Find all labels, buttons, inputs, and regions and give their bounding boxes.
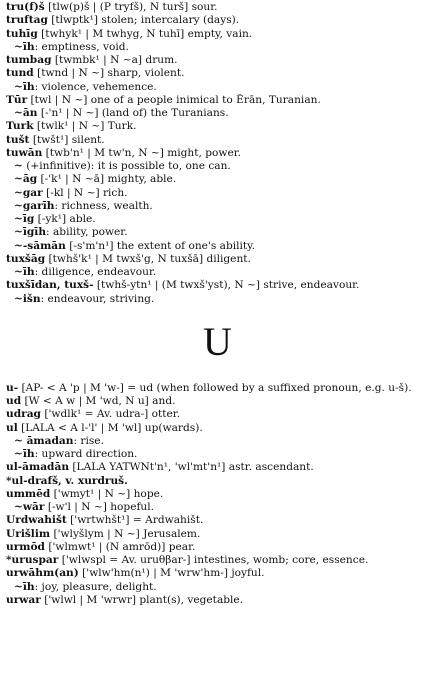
entry-headword: ~īh bbox=[14, 80, 35, 93]
entry-definition: [LALA < A l-'l' | M 'wl] up(wards). bbox=[17, 421, 203, 434]
entry-headword: ~īh bbox=[14, 448, 35, 460]
entry-headword: ~īh bbox=[14, 580, 35, 593]
entry-headword: tund bbox=[6, 67, 34, 80]
dictionary-entry bbox=[6, 408, 429, 421]
dictionary-entry bbox=[6, 266, 429, 279]
dictionary-entry bbox=[6, 107, 429, 120]
entry-definition: [twhyk¹ | M twhyg, N tuhī] empty, vain. bbox=[37, 27, 253, 40]
dictionary-entry bbox=[6, 160, 429, 173]
entry-definition: [-yk¹] able. bbox=[34, 213, 96, 225]
dictionary-entry bbox=[6, 253, 429, 266]
entry-definition: [W < A w | M 'wd, N u] and. bbox=[21, 395, 176, 407]
dictionary-entry bbox=[6, 514, 429, 527]
entry-headword: Turk bbox=[6, 120, 34, 133]
entry-headword: ud bbox=[6, 395, 22, 407]
dictionary-entry bbox=[6, 567, 429, 580]
entry-headword: ~-sāmān bbox=[14, 239, 66, 252]
dictionary-entry bbox=[6, 594, 429, 607]
dictionary-entry bbox=[6, 213, 429, 226]
entry-headword: urwar bbox=[6, 593, 41, 606]
entry-headword: ~wār bbox=[14, 501, 45, 513]
entry-headword: Urdwahišt bbox=[6, 514, 67, 527]
entry-definition: ['wlmwt¹ | (N amrōd)] pear. bbox=[44, 540, 196, 553]
dictionary-entry bbox=[6, 54, 429, 67]
entries-top bbox=[6, 1, 429, 306]
entry-headword: *ul-drafš, v. xurdruš. bbox=[6, 474, 128, 487]
dictionary-entry bbox=[6, 134, 429, 147]
dictionary-entry bbox=[6, 382, 429, 395]
dictionary-entry bbox=[6, 528, 429, 541]
entry-definition: [twnd | N ~] sharp, violent. bbox=[33, 67, 185, 80]
entry-definition: [tlw(p)š | (P tryfš), N turš] sour. bbox=[44, 1, 218, 13]
dictionary-entry bbox=[6, 1, 429, 14]
entry-definition: : joy, pleasure, delight. bbox=[34, 580, 157, 593]
dictionary-entry bbox=[6, 461, 429, 474]
entry-definition: [twl | N ~] one of a people inimical to Ērān, Turanian. bbox=[27, 93, 321, 106]
entry-headword: ~āg bbox=[14, 173, 38, 186]
entry-headword: urwāhm(an) bbox=[6, 567, 79, 580]
dictionary-entry bbox=[6, 541, 429, 554]
entry-definition: : emptiness, void. bbox=[34, 40, 129, 53]
dictionary-entry bbox=[6, 293, 429, 306]
entry-headword: u- bbox=[6, 381, 19, 394]
entry-definition: ['wlyšlym | N ~] Jerusalem. bbox=[50, 527, 201, 540]
dictionary-entry bbox=[6, 67, 429, 80]
dictionary-entry bbox=[6, 41, 429, 54]
entry-definition: ['wlwl | M 'wrwr] plant(s), vegetable. bbox=[40, 593, 244, 606]
entry-headword: ummēd bbox=[6, 487, 51, 500]
entry-definition: [LALA YATWNt'n¹, 'wl'mt'n¹] astr. ascendant. bbox=[69, 461, 314, 474]
dictionary-entry bbox=[6, 14, 429, 27]
entry-headword: tušt bbox=[6, 133, 30, 146]
entry-definition: ['wlw'hm(n¹) | M 'wrw'hm-] joyful. bbox=[78, 567, 265, 580]
entry-definition: : upward direction. bbox=[34, 448, 138, 460]
entry-headword: ~ bbox=[14, 160, 23, 172]
entry-headword: ~īg bbox=[14, 213, 35, 225]
entry-definition: : ability, power. bbox=[46, 226, 128, 239]
dictionary-entry bbox=[6, 448, 429, 461]
dictionary-entry bbox=[6, 488, 429, 501]
entry-headword: Tūr bbox=[6, 93, 28, 106]
dictionary-entry bbox=[6, 147, 429, 160]
entry-headword: ul bbox=[6, 421, 18, 434]
entry-definition: [twšt¹] silent. bbox=[29, 133, 105, 146]
dictionary-entry bbox=[6, 279, 429, 292]
entry-headword: ~ān bbox=[14, 107, 38, 119]
dictionary-entry bbox=[6, 435, 429, 448]
entry-headword: tuhīg bbox=[6, 27, 38, 40]
entry-definition: ['wmyt¹ | N ~] hope. bbox=[50, 487, 164, 500]
entry-definition: [twlk¹ | N ~] Turk. bbox=[33, 120, 137, 133]
dictionary-entry bbox=[6, 120, 429, 133]
entry-headword: ~gar bbox=[14, 186, 43, 199]
entry-headword: ~garīh bbox=[14, 199, 55, 212]
dictionary-entry bbox=[6, 240, 429, 253]
entry-headword: tuxšīdan, tuxš- bbox=[6, 279, 94, 292]
entry-definition: [-s'm'n¹] the extent of one's ability. bbox=[65, 239, 256, 252]
entry-definition: [-w'l | N ~] hopeful. bbox=[44, 501, 154, 513]
dictionary-entry bbox=[6, 28, 429, 41]
dictionary-entry bbox=[6, 501, 429, 514]
entry-definition: [-'k¹ | N ~ā] mighty, able. bbox=[37, 173, 177, 186]
entry-headword: ~išn bbox=[14, 292, 41, 305]
entry-definition: ['wdlk¹ = Av. udra-] otter. bbox=[40, 408, 181, 421]
entry-definition: ['wlwspl = Av. uruθβar-] intestines, womb; core, essence. bbox=[58, 554, 369, 566]
section-letter: U bbox=[203, 318, 232, 364]
entry-headword: tru(f)š bbox=[6, 1, 45, 13]
entry-headword: ~īh bbox=[14, 266, 35, 278]
entry-definition: : richness, wealth. bbox=[54, 199, 153, 212]
dictionary-entry bbox=[6, 554, 429, 567]
entries-bottom bbox=[6, 382, 429, 607]
entry-headword: tuxšāg bbox=[6, 252, 46, 265]
entry-headword: tumbag bbox=[6, 54, 52, 66]
dictionary-entry bbox=[6, 581, 429, 594]
entry-headword: tuwān bbox=[6, 146, 43, 159]
entry-definition: [-'n¹ | N ~] (land of) the Turanians. bbox=[37, 107, 229, 119]
entry-definition: (+infinitive): it is possible to, one can. bbox=[22, 160, 231, 172]
entry-headword: ~ āmadan bbox=[14, 434, 74, 447]
entry-headword: truftag bbox=[6, 14, 48, 27]
entry-headword: urmōd bbox=[6, 540, 45, 553]
entry-definition: [twb'n¹ | M tw'n, N ~] might, power. bbox=[42, 146, 242, 159]
entry-headword: ~īh bbox=[14, 40, 35, 53]
entry-definition: : endeavour, striving. bbox=[40, 292, 155, 305]
entry-definition: : violence, vehemence. bbox=[34, 80, 157, 93]
dictionary-entry bbox=[6, 475, 429, 488]
dictionary-entry bbox=[6, 173, 429, 186]
entry-definition: [AP- < A 'p | M 'w-] = ud (when followed by a suffixed pronoun, e.g. u-š). bbox=[18, 381, 412, 394]
entry-definition: [-kl | N ~] rich. bbox=[42, 186, 128, 199]
entry-definition: ['wrtwhšt¹] = Ardwahišt. bbox=[66, 514, 204, 527]
entry-headword: udrag bbox=[6, 408, 41, 421]
dictionary-entry bbox=[6, 94, 429, 107]
dictionary-entry bbox=[6, 187, 429, 200]
dictionary-entry bbox=[6, 81, 429, 94]
entry-definition: [tlwptk¹] stolen; intercalary (days). bbox=[47, 14, 240, 27]
dictionary-entry bbox=[6, 422, 429, 435]
entry-definition: : rise. bbox=[73, 434, 104, 447]
entry-headword: Urišlim bbox=[6, 527, 51, 540]
entry-definition: [twhš'k¹ | M twxš'g, N tuxšā] diligent. bbox=[45, 252, 251, 265]
dictionary-entry bbox=[6, 200, 429, 213]
entry-headword: *uruspar bbox=[6, 554, 59, 566]
entry-headword: ul-āmadān bbox=[6, 461, 70, 474]
entry-definition: : diligence, endeavour. bbox=[34, 266, 157, 278]
entry-definition: [twmbk¹ | N ~a] drum. bbox=[51, 54, 178, 66]
dictionary-entry bbox=[6, 226, 429, 239]
entry-headword: ~īgīh bbox=[14, 226, 47, 239]
dictionary-entry bbox=[6, 395, 429, 408]
entry-definition: [twhš-ytn¹ | (M twxš'yst), N ~] strive, endeavour. bbox=[93, 279, 360, 292]
